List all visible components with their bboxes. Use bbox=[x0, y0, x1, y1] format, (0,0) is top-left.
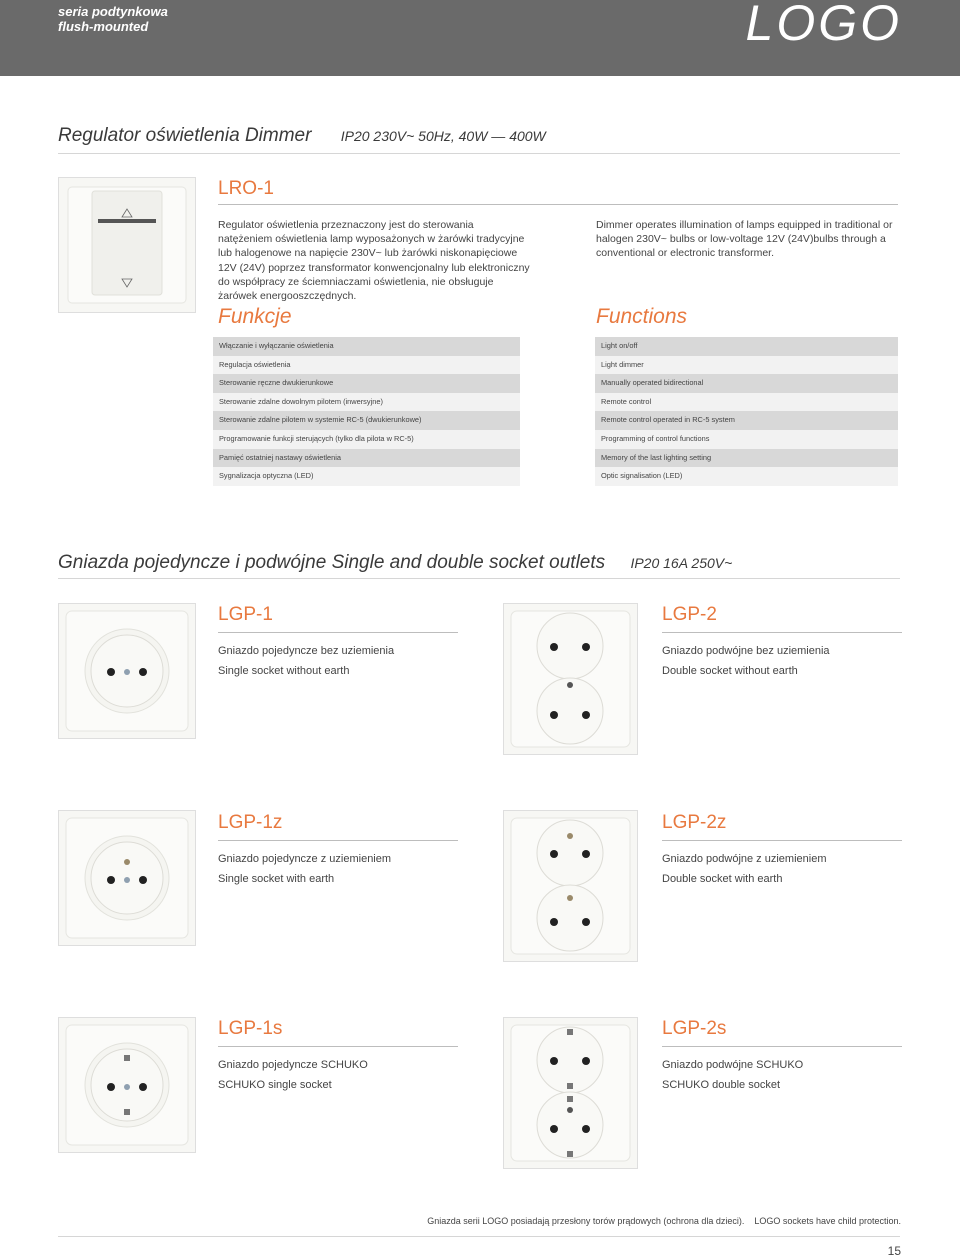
series-label bbox=[58, 4, 168, 34]
function-item: Sterowanie zdalne dowolnym pilotem (inwersyjne) bbox=[213, 393, 520, 412]
dimmer-product-image bbox=[58, 177, 196, 313]
dimmer-section-title bbox=[58, 125, 546, 147]
section-divider bbox=[58, 153, 900, 154]
model-divider bbox=[662, 1046, 902, 1047]
function-item: Remote control bbox=[595, 393, 898, 412]
product-desc-lgp2s bbox=[662, 1056, 803, 1095]
product-desc-en: Single socket with earth bbox=[218, 872, 335, 885]
model-divider bbox=[218, 632, 458, 633]
product-desc-pl: Gniazdo podwójne bez uziemienia bbox=[662, 645, 830, 657]
product-desc-pl: Gniazdo pojedyncze SCHUKO bbox=[218, 1059, 368, 1071]
product-desc-lgp1 bbox=[218, 642, 394, 681]
socket-spec: IP20 16A 250V~ bbox=[630, 555, 733, 571]
product-desc-pl: Gniazdo pojedyncze z uziemieniem bbox=[218, 853, 392, 865]
model-divider bbox=[218, 840, 458, 841]
product-desc-pl: Gniazdo podwójne z uziemieniem bbox=[662, 853, 827, 865]
socket-title-text: Gniazda pojedyncze i podwójne Single and double socket outlets bbox=[58, 552, 606, 573]
product-desc-en: Single socket without earth bbox=[218, 664, 350, 677]
product-model-lgp1s: LGP-1s bbox=[218, 1018, 283, 1039]
dimmer-model: LRO-1 bbox=[218, 178, 274, 199]
function-item: Remote control operated in RC-5 system bbox=[595, 411, 898, 430]
product-model-lgp1z: LGP-1z bbox=[218, 812, 283, 833]
functions-list-en bbox=[595, 337, 898, 486]
schuko-double-socket-image bbox=[503, 1017, 638, 1169]
product-desc-lgp1z bbox=[218, 850, 391, 889]
schuko-single-socket-image bbox=[58, 1017, 196, 1153]
model-divider bbox=[662, 840, 902, 841]
dimmer-spec: IP20 230V~ 50Hz, 40W — 400W bbox=[340, 128, 546, 144]
product-desc-en: Double socket with earth bbox=[662, 872, 783, 885]
model-divider bbox=[218, 204, 898, 205]
function-item: Memory of the last lighting setting bbox=[595, 449, 898, 468]
footer-divider bbox=[58, 1236, 900, 1237]
product-model-lgp2z: LGP-2z bbox=[662, 812, 727, 833]
function-item: Włączanie i wyłączanie oświetlenia bbox=[213, 337, 520, 356]
single-socket-image bbox=[58, 603, 196, 739]
series-line-en: flush-mounted bbox=[58, 19, 149, 34]
dimmer-description-en: Dimmer operates illumination of lamps equipped in traditional or halogen 230V~ bulbs or low-voltage 12V (24V)bulbs through a conventional or electronic transformer. bbox=[596, 219, 893, 260]
function-item: Sygnalizacja optyczna (LED) bbox=[213, 467, 520, 486]
function-item: Manually operated bidirectional bbox=[595, 374, 898, 393]
product-desc-en: SCHUKO double socket bbox=[662, 1078, 780, 1091]
functions-heading-en: Functions bbox=[596, 305, 688, 328]
function-item: Programowanie funkcji sterujących (tylko dla pilota w RC-5) bbox=[213, 430, 520, 449]
dimmer-description-pl: Regulator oświetlenia przeznaczony jest do sterowania natężeniem oświetlenia lamp wyposażonych w żarówki tradycyjne lub halogenowe na napięcie 230V~ lub żarówki niskonapięciowe 12V (24V) poprzez transformator konwencjonalny lub elektroniczny do współpracy ze ściemniaczami oświetlenia, nie obsługuje żarówek energooszczędnych. bbox=[218, 219, 530, 303]
page-number: 15 bbox=[887, 1244, 901, 1258]
dimmer-title-text: Regulator oświetlenia Dimmer bbox=[58, 125, 312, 146]
product-desc-lgp1s bbox=[218, 1056, 368, 1095]
model-divider bbox=[218, 1046, 458, 1047]
function-item: Light dimmer bbox=[595, 356, 898, 375]
function-item: Regulacja oświetlenia bbox=[213, 356, 520, 375]
product-desc-en: Double socket without earth bbox=[662, 664, 798, 677]
function-item: Programming of control functions bbox=[595, 430, 898, 449]
product-desc-en: SCHUKO single socket bbox=[218, 1078, 332, 1091]
child-protection-note bbox=[427, 1216, 901, 1226]
function-item: Sterowanie ręczne dwukierunkowe bbox=[213, 374, 520, 393]
product-desc-lgp2z bbox=[662, 850, 826, 889]
socket-section-title bbox=[58, 552, 732, 574]
product-desc-pl: Gniazdo pojedyncze bez uziemienia bbox=[218, 645, 395, 657]
product-desc-pl: Gniazdo podwójne SCHUKO bbox=[662, 1059, 804, 1071]
single-socket-earth-image bbox=[58, 810, 196, 946]
series-line-pl: seria podtynkowa bbox=[58, 4, 168, 19]
model-divider bbox=[662, 632, 902, 633]
product-desc-lgp2 bbox=[662, 642, 830, 681]
footnote-pl: Gniazda serii LOGO posiadają przesłony torów prądowych (ochrona dla dzieci). bbox=[427, 1216, 745, 1226]
function-item: Optic signalisation (LED) bbox=[595, 467, 898, 486]
functions-heading-pl: Funkcje bbox=[218, 305, 292, 328]
functions-list-pl bbox=[213, 337, 520, 486]
product-model-lgp2: LGP-2 bbox=[662, 604, 717, 625]
function-item: Pamięć ostatniej nastawy oświetlenia bbox=[213, 449, 520, 468]
double-socket-earth-image bbox=[503, 810, 638, 962]
function-item: Light on/off bbox=[595, 337, 898, 356]
product-model-lgp1: LGP-1 bbox=[218, 604, 273, 625]
product-model-lgp2s: LGP-2s bbox=[662, 1018, 727, 1039]
section-divider bbox=[58, 578, 900, 579]
brand-logo: LOGO bbox=[745, 0, 902, 51]
double-socket-image bbox=[503, 603, 638, 755]
function-item: Sterowanie zdalne pilotem w systemie RC-5 (dwukierunkowe) bbox=[213, 411, 520, 430]
header-bar bbox=[0, 0, 960, 76]
footnote-en: LOGO sockets have child protection. bbox=[754, 1216, 901, 1226]
